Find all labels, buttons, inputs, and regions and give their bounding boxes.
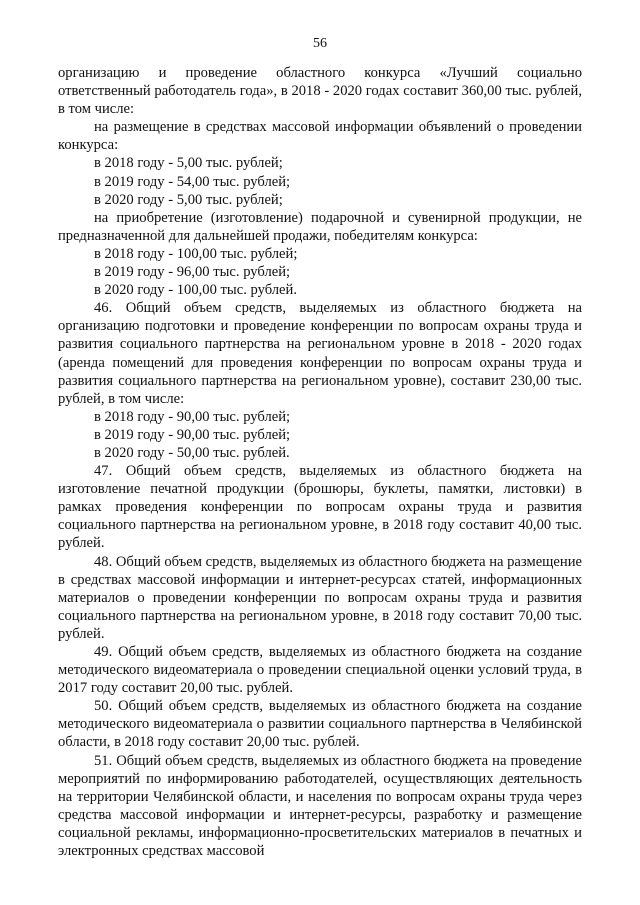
list-item-amount: в 2019 году - 54,00 тыс. рублей; — [94, 173, 291, 190]
list-item-amount: в 2019 году - 90,00 тыс. рублей; — [94, 426, 291, 443]
list-item-amount: в 2020 году - 50,00 тыс. рублей. — [94, 444, 290, 461]
paragraph-item-50: 50. Общий объем средств, выделяемых из областного бюджета на создание методического видеоматериала о развитии социального партнерства в Челябинской области, в 2018 году составит 20,00 тыс. рублей. — [58, 698, 582, 751]
list-item-amount: в 2020 году - 5,00 тыс. рублей; — [94, 191, 283, 208]
paragraph-media-placement: на размещение в средствах массовой информации объявлений о проведении конкурса: — [58, 119, 582, 154]
paragraph-souvenir-purchase: на приобретение (изготовление) подарочной и сувенирной продукции, не предназначенной для дальнейшей продажи, победителям конкурса: — [58, 209, 582, 244]
list-item-amount: в 2018 году - 90,00 тыс. рублей; — [94, 408, 291, 425]
paragraph-item-47: 47. Общий объем средств, выделяемых из областного бюджета на изготовление печатной продукции (брошюры, буклеты, памятки, листовки) в рамках проведения конференции по вопросам охраны труда и развития социального партнерства на региональном уровне, в 2018 году составит 40,00 тыс. рублей. — [58, 463, 582, 552]
list-item-amount: в 2020 году - 100,00 тыс. рублей. — [94, 282, 297, 299]
paragraph-item-51: 51. Общий объем средств, выделяемых из областного бюджета на проведение мероприятий по информированию работодателей, осуществляющих деятельность на территории Челябинской области, и населения по вопросам охраны труда через средства массовой информации и интернет-ресурсы, разработку и размещение социальной рекламы, информационно-просветительских материалов в печатных и электронных средствах массовой — [58, 752, 582, 860]
list-item-amount: в 2018 году - 100,00 тыс. рублей; — [94, 245, 298, 262]
document-body — [58, 64, 582, 860]
paragraph-item-48: 48. Общий объем средств, выделяемых из областного бюджета на размещение в средствах массовой информации и интернет-ресурсах статей, информационных материалов о проведении конференции по вопросам охраны труда и развития социального партнерства на региональном уровне, в 2018 году составит 70,00 тыс. рублей. — [58, 553, 582, 642]
paragraph-contest-continuation: организацию и проведение областного конкурса «Лучший социально ответственный работодатель года», в 2018 - 2020 годах составит 360,00 тыс. рублей, в том числе: — [58, 65, 582, 118]
list-item-amount: в 2018 году - 5,00 тыс. рублей; — [94, 155, 283, 172]
paragraph-item-46: 46. Общий объем средств, выделяемых из областного бюджета на организацию подготовки и проведение конференции по вопросам охраны труда и развития социального партнерства на региональном уровне в 2018 - 2020 годах (аренда помещений для проведения конференции по вопросам охраны труда и развития социального партнерства на региональном уровне), составит 230,00 тыс. рублей, в том числе: — [58, 300, 582, 407]
page-number: 56 — [313, 36, 327, 51]
list-item-amount: в 2019 году - 96,00 тыс. рублей; — [94, 264, 291, 281]
paragraph-item-49: 49. Общий объем средств, выделяемых из областного бюджета на создание методического видеоматериала о проведении специальной оценки условий труда, в 2017 году составит 20,00 тыс. рублей. — [58, 644, 582, 697]
